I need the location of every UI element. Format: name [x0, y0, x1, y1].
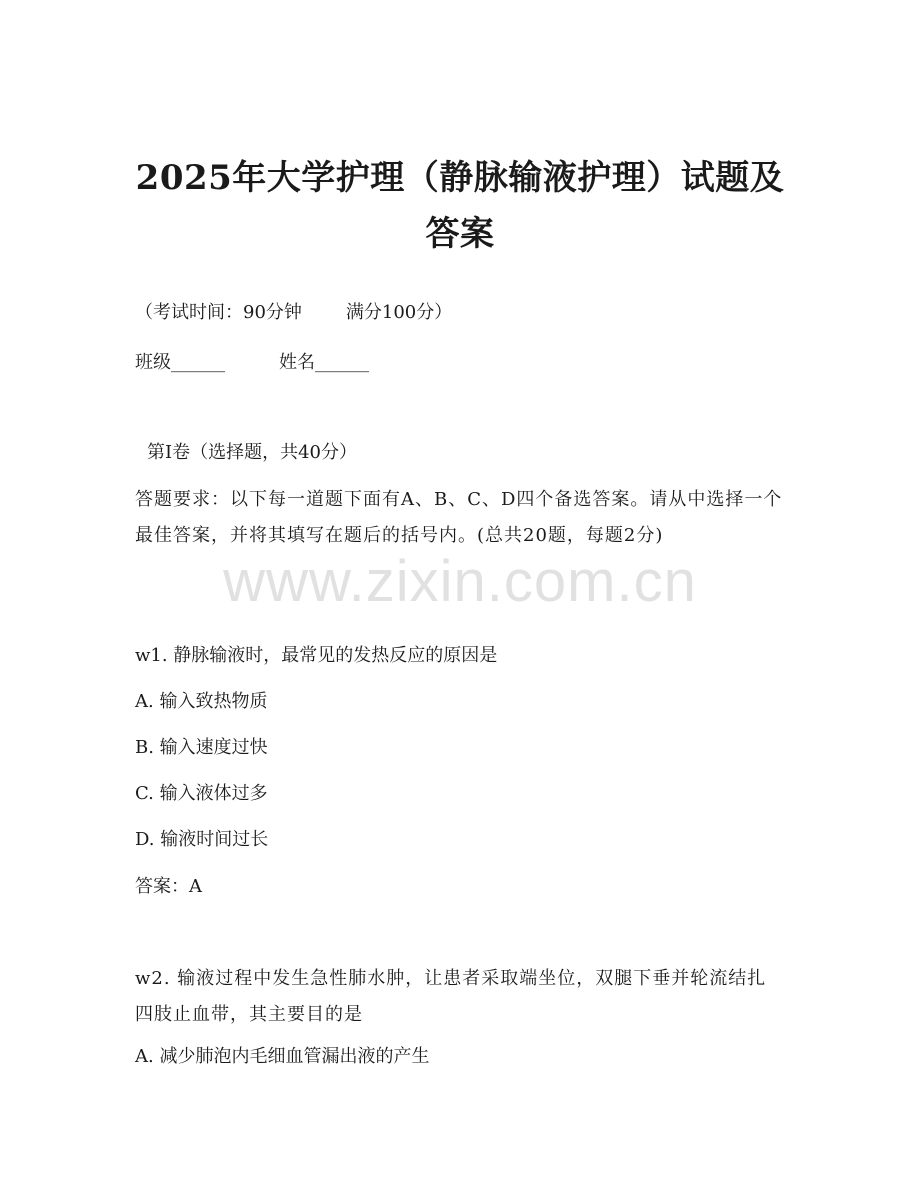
question-option: A. 减少肺泡内毛细血管漏出液的产生 [135, 1046, 430, 1067]
full-score: 满分100分） [345, 302, 453, 323]
name-label: 姓名______ [279, 352, 369, 373]
question-option: C. 输入液体过多 [135, 783, 268, 804]
section-title: 第Ⅰ卷（选择题，共40分） [147, 442, 358, 463]
instructions: 答题要求：以下每一道题下面有A、B、C、D四个备选答案。请从中选择一个最佳答案，并将其填写在题后的括号内。(总共20题，每题2分) [135, 489, 783, 546]
question-answer: 答案：A [135, 876, 202, 897]
student-info [135, 348, 369, 378]
question-option: D. 输液时间过长 [135, 829, 269, 850]
exam-time: （考试时间：90分钟 [135, 302, 302, 323]
question-stem: w2. 输液过程中发生急性肺水肿，让患者采取端坐位，双腿下垂并轮流结扎四肢止血带，其主要目的是 [135, 968, 767, 1025]
class-label: 班级______ [135, 352, 225, 373]
question-stem: w1. 静脉输液时，最常见的发热反应的原因是 [135, 645, 498, 666]
document-title: 2025年大学护理（静脉输液护理）试题及答案 [135, 158, 785, 254]
question-option: B. 输入速度过快 [135, 737, 268, 758]
watermark: www.zixin.com.cn [223, 549, 697, 614]
exam-info [135, 298, 452, 328]
question-option: A. 输入致热物质 [135, 691, 268, 712]
